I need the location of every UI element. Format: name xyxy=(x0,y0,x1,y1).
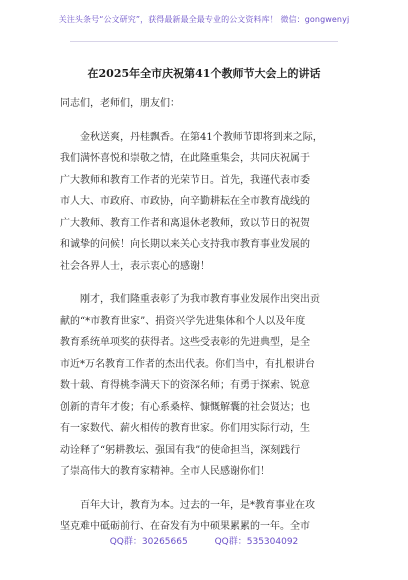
body-line: 和诚挚的问候！向长期以来关心支持我市教育事业发展的 xyxy=(60,239,310,250)
body-line: 坚克难中砥砺前行、在奋发有为中硕果累累的一年。全市 xyxy=(60,521,310,532)
document-title: 在2025年全市庆祝第41个教师节大会上的讲话 xyxy=(87,67,321,80)
body-line: 数十载、育得桃李满天下的资深名师；有勇于探索、锐意 xyxy=(60,380,310,391)
top-banner: 关注头条号“公文研究”，获得最新最全最专业的公文资料库！ 微信：gongwenyj xyxy=(58,15,350,24)
header-divider xyxy=(70,41,338,42)
body-line: 献的“*市教育世家”、捐资兴学先进集体和个人以及年度 xyxy=(60,315,306,327)
document-body xyxy=(60,93,350,538)
body-line: 有一家数代、薪火相传的教育世家。你们用实际行动，生 xyxy=(60,423,310,434)
body-line: 市人大、市政府、市政协，向辛勤耕耘在全市教育战线的 xyxy=(60,196,310,207)
paragraph-gap xyxy=(60,483,350,495)
body-line: 社会各界人士，表示衷心的感谢！ xyxy=(60,260,210,272)
body-line: 刚才，我们隆重表彰了为我市教育事业发展作出突出贡 xyxy=(60,294,320,305)
body-line: 百年大计，教育为本。过去的一年，是*教育事业在攻 xyxy=(60,499,315,511)
paragraph-gap xyxy=(60,277,350,289)
body-line: 金秋送爽，丹桂飘香。在第41个教师节即将到来之际， xyxy=(60,131,323,143)
body-line: 广大教师和教育工作者的光荣节日。首先，我谨代表市委 xyxy=(60,174,310,186)
body-line: 了崇高伟大的教育家精神。全市人民感谢你们！ xyxy=(60,466,270,477)
footer-qq-group-2: QQ群：535304092 xyxy=(214,537,299,547)
paragraph-gap xyxy=(60,115,350,127)
footer-qq-group-1: QQ群：30265665 xyxy=(109,537,188,547)
body-line: 教育系统单项奖的获得者。这些受表彰的先进典型，是全 xyxy=(60,337,310,348)
body-line: 同志们，老师们，朋友们： xyxy=(60,98,180,109)
body-line: 广大教师、教育工作者和离退休老教师，致以节日的祝贺 xyxy=(60,217,310,229)
footer xyxy=(0,534,408,547)
body-line: 创新的青年才俊；有心系桑梓、慷慨解囊的社会贤达；也 xyxy=(60,401,310,413)
body-line: 动诠释了“躬耕教坛、强国有我”的使命担当，深刻践行 xyxy=(60,444,301,456)
body-line: 我们满怀喜悦和崇敬之情，在此隆重集会，共同庆祝属于 xyxy=(60,153,310,164)
body-line: 市近*万名教育工作者的杰出代表。你们当中，有扎根讲台 xyxy=(60,358,315,370)
